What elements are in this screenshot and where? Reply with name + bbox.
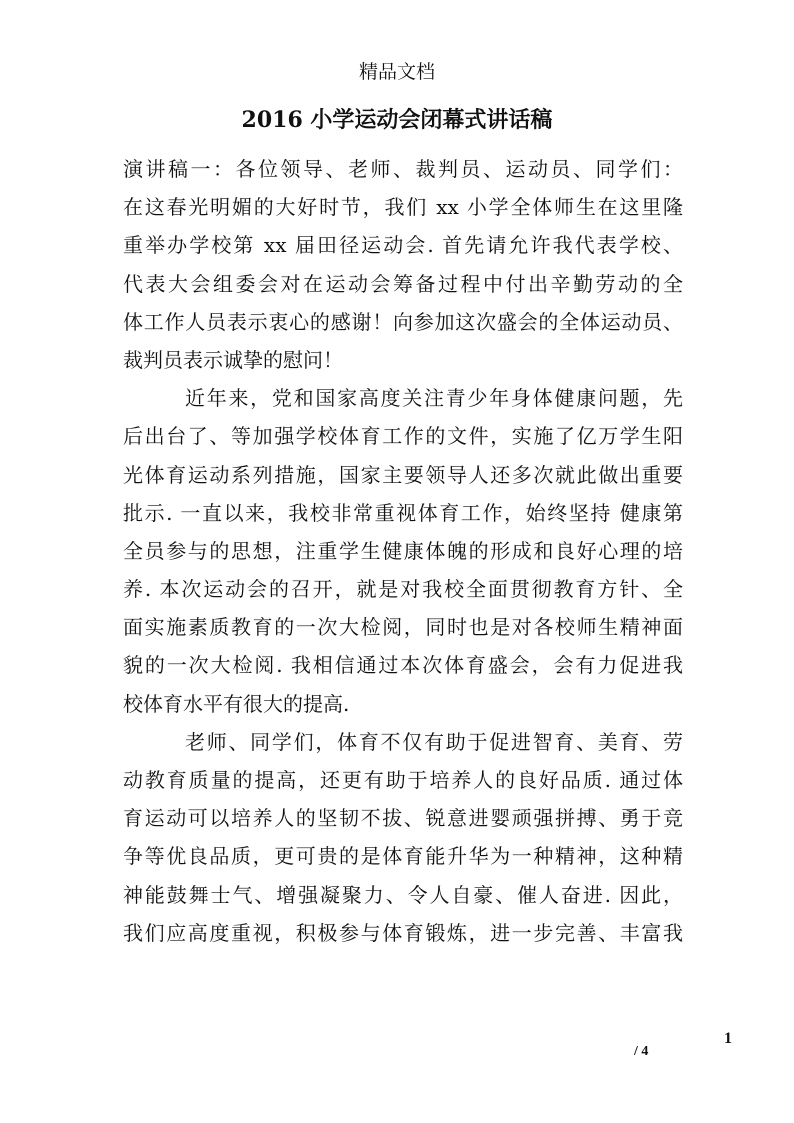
text-line: 裁判员表示诚挚的慰问！ (123, 347, 343, 372)
text-line: 体工作人员表示衷心的感谢！向参加这次盛会的全体运动员、 (123, 309, 683, 334)
page-number: 1 (724, 1030, 732, 1047)
text-line: 争等优良品质，更可贵的是体育能升华为一种精神，这种精 (123, 844, 683, 869)
text-line: 貌的一次大检阅. 我相信通过本次体育盛会，会有力促进我 (123, 653, 683, 678)
text-line: 演讲稿一：各位领导、老师、裁判员、运动员、同学们： (123, 157, 683, 181)
text-line: 后出台了、等加强学校体育工作的文件，实施了亿万学生阳 (123, 424, 683, 449)
text-line: 校体育水平有很大的提高. (123, 691, 350, 716)
text-line: 重举办学校第 xx 届田径运动会. 首先请允许我代表学校、 (123, 233, 683, 258)
text-line: 批示. 一直以来，我校非常重视体育工作，始终坚持 健康第 (123, 500, 683, 525)
page-total: / 4 (634, 1044, 649, 1059)
text-line: 我们应高度重视，积极参与体育锻炼，进一步完善、丰富我 (123, 920, 683, 945)
text-line: 面实施素质教育的一次大检阅，同时也是对各校师生精神面 (123, 615, 683, 640)
text-line: 神能鼓舞士气、增强凝聚力、令人自豪、催人奋进. 因此， (123, 882, 683, 907)
text-line: 养. 本次运动会的召开，就是对我校全面贯彻教育方针、全 (123, 577, 683, 602)
text-line: 老师、同学们，体育不仅有助于促进智育、美育、劳 (185, 729, 683, 754)
document-title: 2016 小学运动会闭幕式讲话稿 (241, 107, 553, 133)
text-line: 代表大会组委会对在运动会筹备过程中付出辛勤劳动的全 (123, 271, 683, 296)
text-line: 近年来，党和国家高度关注青少年身体健康问题，先 (185, 386, 683, 411)
text-line: 光体育运动系列措施，国家主要领导人还多次就此做出重要 (123, 462, 683, 487)
text-line: 全员参与的思想，注重学生健康体魄的形成和良好心理的培 (123, 538, 683, 563)
text-line: 育运动可以培养人的坚韧不拔、锐意进婴顽强拼搏、勇于竞 (123, 806, 683, 831)
text-line: 动教育质量的提高，还更有助于培养人的良好品质. 通过体 (123, 768, 683, 792)
text-line: 在这春光明媚的大好时节，我们 xx 小学全体师生在这里隆 (123, 195, 683, 220)
document-body (123, 150, 683, 952)
page-header: 精品文档 (358, 61, 435, 83)
